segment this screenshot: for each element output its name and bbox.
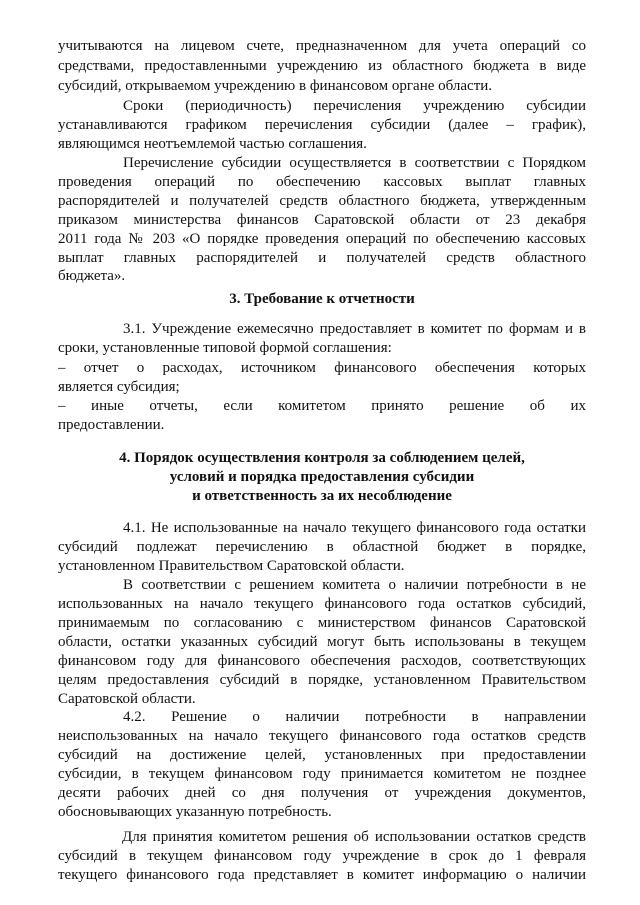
text-line: области, остатки указанных субсидий могут быть использованы в текущем [58, 634, 586, 650]
text-line: Сроки (периодичность) перечисления учреждению субсидии [123, 98, 586, 114]
text-line: целям предоставления субсидий в порядке, установленном Правительством [58, 672, 586, 688]
text-line: является субсидия; [58, 379, 180, 395]
text-line: проведения операций по обеспечению кассовых выплат главных [58, 174, 586, 190]
text-line: обосновывающих указанную потребность. [58, 804, 332, 820]
text-line: субсидии, в текущем финансовом году принимается комитетом не позднее [58, 766, 586, 782]
text-line: неиспользованных на начало текущего финансового года остатков средств [58, 728, 586, 744]
text-line: являющимся неотъемлемой частью соглашения. [58, 136, 367, 152]
text-line: Саратовской области. [58, 691, 196, 707]
text-line: субсидий на достижение целей, установленных при предоставлении [58, 747, 586, 763]
text-line: субсидий подлежат перечислению в областной бюджет в порядке, [58, 539, 586, 555]
text-line: субсидий в текущем финансовом году учреждение в срок до 1 февраля [58, 848, 586, 864]
text-line: текущего финансового года представляет в комитет информацию о наличии [58, 867, 586, 883]
section-heading: 3. Требование к отчетности [229, 291, 415, 307]
section-heading: условий и порядка предоставления субсидии [169, 469, 475, 485]
text-line: учитываются на лицевом счете, предназначенном для учета операций со [58, 38, 586, 54]
text-line: использованных на начало текущего финансового года остатков субсидий, [58, 596, 586, 612]
text-line: – отчет о расходах, источником финансового обеспечения которых [58, 360, 586, 376]
text-line: предоставлении. [58, 417, 165, 433]
text-line: устанавливаются графиком перечисления субсидии (далее – график), [58, 117, 586, 133]
text-line: 4.1. Не использованные на начало текущего финансового года остатки [123, 520, 586, 536]
text-line: 3.1. Учреждение ежемесячно предоставляет в комитет по формам и в [123, 321, 586, 337]
text-line: выплат главных распорядителей и получателей средств областного [58, 250, 586, 266]
text-line: бюджета». [58, 268, 126, 284]
text-line: 4.2. Решение о наличии потребности в направлении [123, 709, 586, 725]
text-line: приказом министерства финансов Саратовской области от 23 декабря [58, 212, 586, 228]
text-line: принимаемым по согласованию с министерством финансов Саратовской [58, 615, 586, 631]
section-heading: 4. Порядок осуществления контроля за соблюдением целей, [119, 450, 525, 466]
text-line: сроки, установленные типовой формой соглашения: [58, 340, 392, 356]
text-line: Для принятия комитетом решения об использовании остатков средств [122, 829, 586, 845]
text-line: распорядителей и получателей средств областного бюджета, утвержденным [58, 193, 586, 209]
section-heading: и ответственность за их несоблюдение [192, 488, 452, 504]
text-line: установленном Правительством Саратовской области. [58, 558, 405, 574]
text-line: средствами, предоставленными учреждению из областного бюджета в виде [58, 58, 586, 74]
text-line: десяти рабочих дней со дня получения от учреждения документов, [58, 785, 586, 801]
text-line: финансовом году для финансового обеспечения расходов, соответствующих [58, 653, 586, 669]
text-line: 2011 года № 203 «О порядке проведения операций по обеспечению кассовых [58, 231, 586, 247]
text-line: – иные отчеты, если комитетом принято решение об их [58, 398, 586, 414]
text-line: Перечисление субсидии осуществляется в соответствии с Порядком [123, 155, 586, 171]
text-line: субсидий, открываемом учреждению в финансовом органе области. [58, 78, 493, 94]
text-line: В соответствии с решением комитета о наличии потребности в не [123, 577, 586, 593]
